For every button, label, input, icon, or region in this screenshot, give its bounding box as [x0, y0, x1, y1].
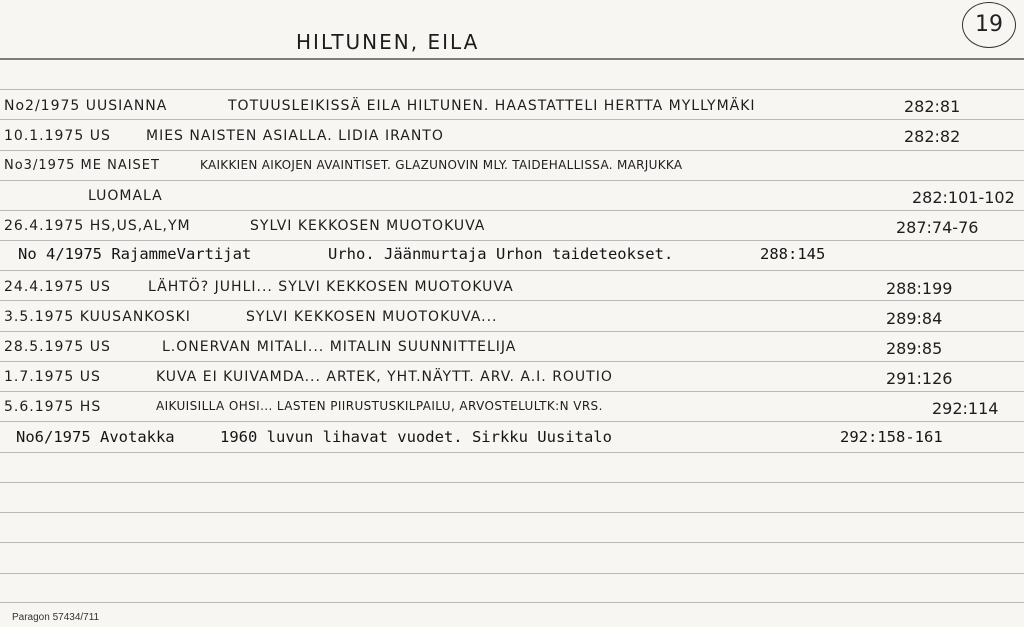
ruled-line: [0, 58, 1024, 60]
ruled-line: [0, 391, 1024, 392]
ruled-line: [0, 573, 1024, 574]
ruled-line: [0, 180, 1024, 181]
entry-ref: 291:126: [886, 369, 953, 388]
entry-source: 3.5.1975 KUUSANKOSKI: [4, 309, 191, 325]
entry-source: 26.4.1975 HS,US,AL,YM: [4, 218, 191, 234]
entry-text: TOTUUSLEIKISSÄ EILA HILTUNEN. HAASTATTELI HERTTA MYLLYMÄKI: [228, 98, 756, 114]
entry-text: 1960 luvun lihavat vuodet. Sirkku Uusitalo: [220, 428, 612, 446]
entry-ref: 282:101-102: [912, 188, 1015, 207]
card-number-circle: 19: [962, 2, 1016, 48]
ruled-line: [0, 240, 1024, 241]
entry-source: 5.6.1975 HS: [4, 399, 102, 415]
entry-text: KAIKKIEN AIKOJEN AVAINTISET. GLAZUNOVIN MLY. TAIDEHALLISSA. MARJUKKA: [200, 158, 683, 172]
ruled-line: [0, 512, 1024, 513]
entry-source: 1.7.1975 US: [4, 369, 101, 385]
entry-text: LÄHTÖ? JUHLI... SYLVI KEKKOSEN MUOTOKUVA: [148, 279, 514, 295]
entry-source: No6/1975 Avotakka: [16, 428, 175, 446]
entry-ref: 282:81: [904, 97, 961, 116]
ruled-line: [0, 89, 1024, 90]
entry-ref: 289:85: [886, 339, 943, 358]
entry-ref: 292:158-161: [840, 428, 943, 446]
ruled-line: [0, 452, 1024, 453]
entry-text: LUOMALA: [88, 188, 163, 204]
entry-text: AIKUISILLA OHSI... LASTEN PIIRUSTUSKILPAILU, ARVOSTELULTK:N VRS.: [156, 399, 603, 413]
entry-source: No2/1975 UUSIANNA: [4, 98, 168, 114]
ruled-line: [0, 300, 1024, 301]
ruled-line: [0, 361, 1024, 362]
ruled-line: [0, 331, 1024, 332]
entry-ref: 288:145: [760, 245, 826, 263]
entry-ref: 282:82: [904, 127, 961, 146]
ruled-line: [0, 210, 1024, 211]
entry-source: 24.4.1975 US: [4, 279, 111, 295]
ruled-line: [0, 150, 1024, 151]
ruled-line: [0, 602, 1024, 603]
ruled-line: [0, 270, 1024, 271]
card-footer: Paragon 57434/711: [12, 612, 100, 623]
entry-text: SYLVI KEKKOSEN MUOTOKUVA...: [246, 309, 498, 325]
entry-text: L.ONERVAN MITALI... MITALIN SUUNNITTELIJA: [162, 339, 517, 355]
entry-ref: 287:74-76: [896, 218, 979, 237]
entry-ref: 292:114: [932, 399, 999, 418]
card-title: HILTUNEN, EILA: [296, 30, 480, 54]
entry-text: MIES NAISTEN ASIALLA. LIDIA IRANTO: [146, 128, 444, 144]
entry-source: 10.1.1975 US: [4, 128, 111, 144]
entry-source: No 4/1975 RajammeVartijat: [18, 245, 252, 263]
ruled-line: [0, 542, 1024, 543]
entry-ref: 288:199: [886, 279, 953, 298]
entry-text: KUVA EI KUIVAMDA... ARTEK, YHT.NÄYTT. ARV. A.I. ROUTIO: [156, 369, 613, 385]
entry-text: Urho. Jäänmurtaja Urhon taideteokset.: [328, 245, 674, 263]
ruled-line: [0, 421, 1024, 422]
entry-text: SYLVI KEKKOSEN MUOTOKUVA: [250, 218, 486, 234]
entry-source: 28.5.1975 US: [4, 339, 111, 355]
entry-source: No3/1975 ME NAISET: [4, 158, 160, 173]
entry-ref: 289:84: [886, 309, 943, 328]
ruled-line: [0, 482, 1024, 483]
ruled-line: [0, 119, 1024, 120]
